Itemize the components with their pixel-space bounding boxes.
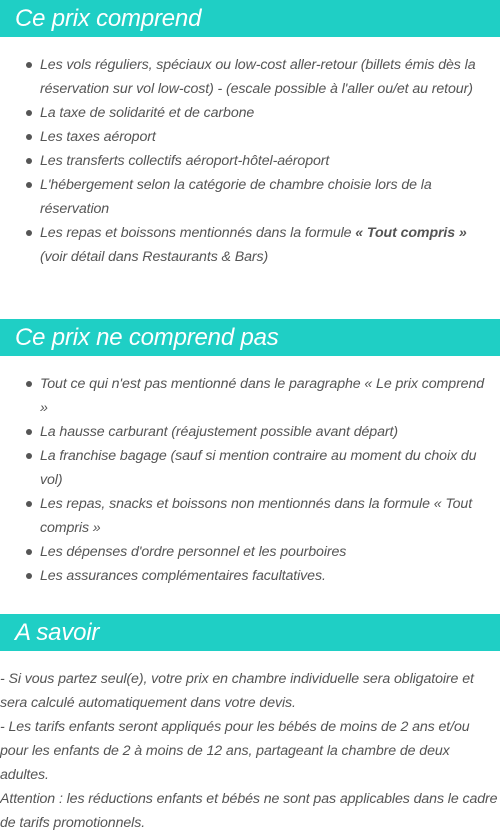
list-item-text: Tout ce qui n'est pas mentionné dans le paragraphe « Le prix comprend » <box>40 376 485 416</box>
bullet-icon <box>26 134 32 140</box>
list-item <box>0 420 500 444</box>
bullet-icon <box>26 62 32 68</box>
bullet-icon <box>26 158 32 164</box>
info-paragraph-children: - Les tarifs enfants seront appliqués pour les bébés de moins de 2 ans et/ou pour les enfants de 2 à moins de 12 ans, partageant la chambre de deux adultes. <box>0 719 470 783</box>
info-paragraph-single: - Si vous partez seul(e), votre prix en chambre individuelle sera obligatoire et sera calculé automatiquement dans votre devis. <box>0 671 474 711</box>
includes-list <box>0 53 500 269</box>
bullet-icon <box>26 381 32 387</box>
list-item <box>0 372 500 420</box>
list-item-text: La franchise bagage (sauf si mention contraire au moment du choix du vol) <box>40 448 477 488</box>
list-item <box>0 53 500 101</box>
bullet-icon <box>26 429 32 435</box>
bullet-icon <box>26 549 32 555</box>
info-section <box>0 614 500 835</box>
list-item-text: La taxe de solidarité et de carbone <box>40 105 255 121</box>
meals-text-before: Les repas et boissons mentionnés dans la formule <box>40 225 356 241</box>
includes-heading: Ce prix comprend <box>0 0 500 37</box>
list-item <box>0 540 500 564</box>
bullet-icon <box>26 573 32 579</box>
info-heading: A savoir <box>0 614 500 651</box>
list-item <box>0 125 500 149</box>
bullet-icon <box>26 110 32 116</box>
list-item <box>0 149 500 173</box>
list-item <box>0 492 500 540</box>
info-body <box>0 667 500 835</box>
list-item <box>0 564 500 588</box>
list-item <box>0 101 500 125</box>
list-item-text: L'hébergement selon la catégorie de chambre choisie lors de la réservation <box>40 177 432 217</box>
excludes-list <box>0 372 500 588</box>
list-item-text: Les transferts collectifs aéroport-hôtel-aéroport <box>40 153 330 169</box>
list-item <box>0 444 500 492</box>
bullet-icon <box>26 230 32 236</box>
list-item-text: Les taxes aéroport <box>40 129 156 145</box>
list-item-text: Les vols réguliers, spéciaux ou low-cost aller-retour (billets émis dès la réservation sur vol low-cost) - (escale possible à l'aller ou/et au retour) <box>40 57 476 97</box>
includes-section <box>0 0 500 269</box>
bullet-icon <box>26 182 32 188</box>
list-item-text: Les repas, snacks et boissons non mentionnés dans la formule « Tout compris » <box>40 496 473 536</box>
bullet-icon <box>26 501 32 507</box>
list-item <box>0 173 500 221</box>
bullet-icon <box>26 453 32 459</box>
meals-text-after: (voir détail dans Restaurants & Bars) <box>40 249 269 265</box>
list-item-text: Les dépenses d'ordre personnel et les pourboires <box>40 544 347 560</box>
list-item-text: Les assurances complémentaires facultatives. <box>40 568 326 584</box>
list-item-text: La hausse carburant (réajustement possible avant départ) <box>40 424 398 440</box>
list-item-meals <box>0 221 500 269</box>
excludes-heading: Ce prix ne comprend pas <box>0 319 500 356</box>
excludes-section <box>0 319 500 588</box>
info-paragraph-attention: Attention : les réductions enfants et bébés ne sont pas applicables dans le cadre de tarifs promotionnels. <box>0 791 498 831</box>
all-inclusive-label: « Tout compris » <box>355 225 467 241</box>
